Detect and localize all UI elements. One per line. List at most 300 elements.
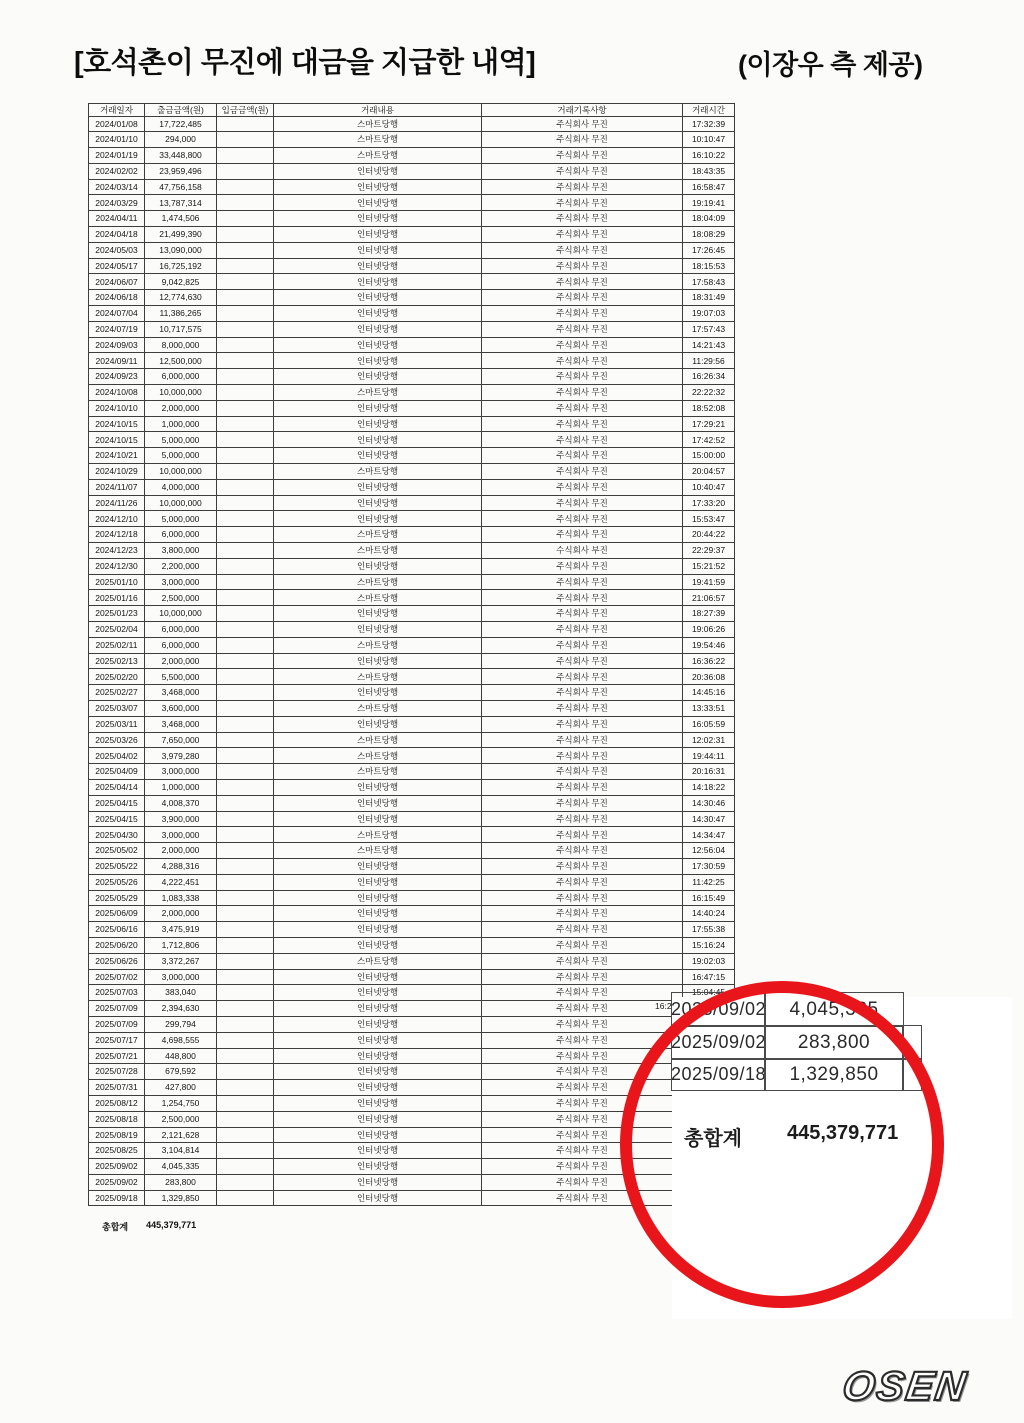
table-cell: 19:02:03 <box>683 953 735 969</box>
table-row <box>89 448 735 464</box>
table-cell: 2025/02/11 <box>89 637 145 653</box>
table-cell: 20:04:57 <box>683 464 735 480</box>
table-cell <box>217 1001 274 1017</box>
table-cell: 15:53:47 <box>683 511 735 527</box>
table-cell: 17,722,485 <box>145 116 217 132</box>
table-row <box>89 385 735 401</box>
table-cell: 2024/05/17 <box>89 258 145 274</box>
inset-cell: 1,329,850 <box>764 1058 904 1091</box>
table-cell: 인터넷당행 <box>274 369 482 385</box>
table-cell <box>217 1127 274 1143</box>
table-cell: 8,000,000 <box>145 337 217 353</box>
table-cell: 주식회사 무진 <box>482 527 683 543</box>
table-cell: 2024/10/29 <box>89 464 145 480</box>
table-cell: 2024/12/18 <box>89 527 145 543</box>
table-cell <box>217 1032 274 1048</box>
table-cell: 2,000,000 <box>145 843 217 859</box>
table-cell: 인터넷당행 <box>274 685 482 701</box>
table-cell: 주식회사 무진 <box>482 653 683 669</box>
table-row <box>89 906 735 922</box>
table-row <box>89 716 735 732</box>
table-cell: 12:02:31 <box>683 732 735 748</box>
table-cell <box>217 227 274 243</box>
table-cell: 2025/01/10 <box>89 574 145 590</box>
table-cell: 2024/09/23 <box>89 369 145 385</box>
table-cell: 2024/02/02 <box>89 163 145 179</box>
table-cell: 15:00:00 <box>683 448 735 464</box>
highlight-circle <box>620 981 944 1308</box>
table-cell <box>217 1016 274 1032</box>
table-cell: 3,800,000 <box>145 543 217 559</box>
table-cell: 주식회사 무진 <box>482 748 683 764</box>
table-cell: 인터넷당행 <box>274 1095 482 1111</box>
table-cell: 21,499,390 <box>145 227 217 243</box>
table-cell: 2025/05/29 <box>89 890 145 906</box>
table-row <box>89 700 735 716</box>
table-cell <box>217 464 274 480</box>
table-header-row <box>89 104 735 117</box>
table-cell: 17:57:43 <box>683 321 735 337</box>
table-cell: 인터넷당행 <box>274 227 482 243</box>
table-cell: 18:31:49 <box>683 290 735 306</box>
table-cell: 5,000,000 <box>145 432 217 448</box>
table-cell: 주식회사 무진 <box>482 511 683 527</box>
table-cell: 주식회사 무진 <box>482 464 683 480</box>
table-cell: 2,394,630 <box>145 1001 217 1017</box>
table-cell <box>217 148 274 164</box>
table-cell: 2025/09/18 <box>89 1190 145 1206</box>
table-cell: 2024/06/18 <box>89 290 145 306</box>
table-cell: 인터넷당행 <box>274 432 482 448</box>
table-cell: 주식회사 무진 <box>482 400 683 416</box>
table-row <box>89 1001 735 1017</box>
table-cell: 주식회사 무진 <box>482 637 683 653</box>
inset-cell: 2025/09/02 <box>671 992 766 1027</box>
table-cell: 주식회사 무진 <box>482 606 683 622</box>
table-cell: 2,200,000 <box>145 558 217 574</box>
table-cell: 2024/04/18 <box>89 227 145 243</box>
table-cell <box>217 195 274 211</box>
table-cell: 인터넷당행 <box>274 622 482 638</box>
table-cell: 2024/05/03 <box>89 242 145 258</box>
table-cell: 12,500,000 <box>145 353 217 369</box>
table-cell: 2024/09/11 <box>89 353 145 369</box>
table-cell: 주식회사 무진 <box>482 827 683 843</box>
table-row <box>89 400 735 416</box>
table-cell: 2025/07/17 <box>89 1032 145 1048</box>
table-cell: 주식회사 무진 <box>482 227 683 243</box>
table-cell <box>217 1080 274 1096</box>
table-cell: 18:27:39 <box>683 606 735 622</box>
table-cell <box>217 369 274 385</box>
table-cell: 21:06:57 <box>683 590 735 606</box>
table-cell: 18:04:09 <box>683 211 735 227</box>
table-cell: 인터넷당행 <box>274 1032 482 1048</box>
table-cell: 스마트당행 <box>274 953 482 969</box>
table-cell: 294,000 <box>145 132 217 148</box>
table-cell: 주식회사 무진 <box>482 242 683 258</box>
table-cell: 인터넷당행 <box>274 290 482 306</box>
table-cell: 10,000,000 <box>145 464 217 480</box>
table-cell: 3,468,000 <box>145 716 217 732</box>
grand-total-value: 445,379,771 <box>146 1220 197 1230</box>
table-cell: 2024/10/08 <box>89 385 145 401</box>
table-cell: 15:16:24 <box>683 937 735 953</box>
table-cell: 4,288,316 <box>145 858 217 874</box>
table-cell: 2025/04/14 <box>89 779 145 795</box>
table-cell <box>217 937 274 953</box>
table-row <box>89 827 735 843</box>
table-cell: 2025/07/03 <box>89 985 145 1001</box>
table-cell: 11:42:25 <box>683 874 735 890</box>
table-row <box>89 179 735 195</box>
table-cell: 16:58:47 <box>683 179 735 195</box>
table-cell: 2024/01/08 <box>89 116 145 132</box>
table-cell: 1,000,000 <box>145 779 217 795</box>
table-cell: 18:15:53 <box>683 258 735 274</box>
table-row <box>89 764 735 780</box>
table-cell: 2,000,000 <box>145 400 217 416</box>
table-cell: 18:52:08 <box>683 400 735 416</box>
table-cell: 2025/07/28 <box>89 1064 145 1080</box>
table-cell: 1,254,750 <box>145 1095 217 1111</box>
table-cell: 주식회사 무진 <box>482 321 683 337</box>
table-cell <box>217 969 274 985</box>
table-cell <box>217 748 274 764</box>
table-row <box>89 669 735 685</box>
table-cell: 12,774,630 <box>145 290 217 306</box>
table-cell <box>217 590 274 606</box>
table-cell: 14:30:46 <box>683 795 735 811</box>
table-row <box>89 132 735 148</box>
table-cell: 6,000,000 <box>145 622 217 638</box>
table-row <box>89 874 735 890</box>
table-cell: 인터넷당행 <box>274 321 482 337</box>
table-cell: 10,717,575 <box>145 321 217 337</box>
table-cell: 주식회사 무진 <box>482 716 683 732</box>
table-cell <box>217 1048 274 1064</box>
table-cell: 2025/06/26 <box>89 953 145 969</box>
table-cell: 스마트당행 <box>274 148 482 164</box>
table-cell: 23,959,496 <box>145 163 217 179</box>
table-cell: 3,475,919 <box>145 922 217 938</box>
table-cell: 17:26:45 <box>683 242 735 258</box>
table-cell <box>217 1095 274 1111</box>
table-cell <box>217 827 274 843</box>
table-cell <box>217 321 274 337</box>
table-cell: 15:21:52 <box>683 558 735 574</box>
table-cell <box>217 385 274 401</box>
transactions-tbody <box>89 116 735 1206</box>
table-cell: 인터넷당행 <box>274 811 482 827</box>
table-cell: 22:22:32 <box>683 385 735 401</box>
table-cell: 11:29:56 <box>683 353 735 369</box>
table-cell: 14:30:47 <box>683 811 735 827</box>
table-row <box>89 337 735 353</box>
table-cell: 10,000,000 <box>145 606 217 622</box>
table-cell: 주식회사 무진 <box>482 1064 683 1080</box>
table-cell: 주식회사 무진 <box>482 495 683 511</box>
table-cell: 14:18:22 <box>683 779 735 795</box>
table-cell <box>217 606 274 622</box>
table-cell: 2025/04/15 <box>89 795 145 811</box>
table-cell <box>217 922 274 938</box>
table-cell: 스마트당행 <box>274 637 482 653</box>
table-cell: 2025/08/12 <box>89 1095 145 1111</box>
table-cell: 13,090,000 <box>145 242 217 258</box>
table-cell: 주식회사 무진 <box>482 811 683 827</box>
table-cell: 20:44:22 <box>683 527 735 543</box>
table-cell: 2025/07/31 <box>89 1080 145 1096</box>
table-cell: 스마트당행 <box>274 527 482 543</box>
table-cell: 2024/10/21 <box>89 448 145 464</box>
table-row <box>89 843 735 859</box>
table-cell: 2024/11/26 <box>89 495 145 511</box>
table-cell: 주식회사 무진 <box>482 732 683 748</box>
table-cell: 19:06:26 <box>683 622 735 638</box>
table-cell: 주식회사 무진 <box>482 795 683 811</box>
table-cell <box>217 795 274 811</box>
table-cell <box>217 132 274 148</box>
table-cell: 인터넷당행 <box>274 211 482 227</box>
table-cell <box>217 400 274 416</box>
table-row <box>89 163 735 179</box>
table-cell: 6,000,000 <box>145 637 217 653</box>
table-cell: 주식회사 무진 <box>482 874 683 890</box>
page-subtitle: (이장우 측 제공) <box>738 50 923 80</box>
table-cell: 13,787,314 <box>145 195 217 211</box>
table-cell: 19:44:11 <box>683 748 735 764</box>
table-cell: 스마트당행 <box>274 543 482 559</box>
table-cell <box>217 116 274 132</box>
table-cell: 2024/01/10 <box>89 132 145 148</box>
table-cell: 1,083,338 <box>145 890 217 906</box>
table-cell <box>217 448 274 464</box>
osen-watermark: OSEN <box>839 1363 971 1409</box>
table-cell: 2025/07/09 <box>89 1016 145 1032</box>
table-cell: 2025/05/22 <box>89 858 145 874</box>
table-cell: 주식회사 무진 <box>482 1127 683 1143</box>
table-cell: 주식회사 무진 <box>482 1190 683 1206</box>
table-cell: 2025/06/20 <box>89 937 145 953</box>
table-cell: 주식회사 무진 <box>482 890 683 906</box>
table-cell: 2025/05/02 <box>89 843 145 859</box>
table-cell: 인터넷당행 <box>274 716 482 732</box>
table-cell: 스마트당행 <box>274 843 482 859</box>
table-cell <box>217 527 274 543</box>
table-cell: 2025/08/18 <box>89 1111 145 1127</box>
table-cell: 2024/06/07 <box>89 274 145 290</box>
table-cell: 3,372,267 <box>145 953 217 969</box>
table-cell: 2024/12/30 <box>89 558 145 574</box>
table-cell <box>217 811 274 827</box>
table-cell <box>217 1111 274 1127</box>
table-cell: 인터넷당행 <box>274 890 482 906</box>
table-cell: 2024/03/14 <box>89 179 145 195</box>
table-cell: 283,800 <box>145 1174 217 1190</box>
table-cell: 스마트당행 <box>274 132 482 148</box>
table-cell: 33,448,800 <box>145 148 217 164</box>
inset-cell: 4,045,335 <box>764 992 904 1027</box>
table-cell: 17:58:43 <box>683 274 735 290</box>
table-cell: 3,979,280 <box>145 748 217 764</box>
table-cell: 4,222,451 <box>145 874 217 890</box>
table-cell <box>217 843 274 859</box>
table-cell: 인터넷당행 <box>274 922 482 938</box>
table-cell: 2025/02/04 <box>89 622 145 638</box>
table-cell: 인터넷당행 <box>274 511 482 527</box>
table-cell: 인터넷당행 <box>274 1080 482 1096</box>
table-cell: 16:36:22 <box>683 653 735 669</box>
table-cell <box>217 574 274 590</box>
table-cell <box>217 858 274 874</box>
table-cell: 주식회사 무진 <box>482 163 683 179</box>
table-row <box>89 795 735 811</box>
table-cell: 인터넷당행 <box>274 606 482 622</box>
table-row <box>89 732 735 748</box>
table-cell: 6,000,000 <box>145 527 217 543</box>
table-cell: 448,800 <box>145 1048 217 1064</box>
table-row <box>89 211 735 227</box>
table-cell: 주식회사 무진 <box>482 116 683 132</box>
table-cell: 16,725,192 <box>145 258 217 274</box>
table-cell: 주식회사 무진 <box>482 353 683 369</box>
table-cell: 인터넷당행 <box>274 258 482 274</box>
table-row <box>89 369 735 385</box>
table-cell <box>217 874 274 890</box>
table-cell: 스마트당행 <box>274 764 482 780</box>
table-cell <box>217 211 274 227</box>
inset-grand-total-label: 총합계 <box>684 1128 742 1150</box>
table-row <box>89 685 735 701</box>
inset-grand-total-value: 445,379,771 <box>786 1122 899 1144</box>
table-row <box>89 890 735 906</box>
table-cell: 383,040 <box>145 985 217 1001</box>
table-cell: 16:15:49 <box>683 890 735 906</box>
table-cell <box>217 685 274 701</box>
table-cell: 2024/01/19 <box>89 148 145 164</box>
table-cell <box>217 179 274 195</box>
table-cell: 19:54:46 <box>683 637 735 653</box>
table-cell: 주식회사 무진 <box>482 590 683 606</box>
table-cell <box>217 274 274 290</box>
table-cell: 주식회사 무진 <box>482 1080 683 1096</box>
table-cell: 2,500,000 <box>145 1111 217 1127</box>
table-cell: 인터넷당행 <box>274 195 482 211</box>
col-header-time: 거래시간 <box>683 104 735 117</box>
table-cell: 인터넷당행 <box>274 163 482 179</box>
table-row <box>89 1016 735 1032</box>
table-cell: 2025/03/07 <box>89 700 145 716</box>
table-cell: 3,000,000 <box>145 969 217 985</box>
table-row <box>89 937 735 953</box>
table-cell: 19:07:03 <box>683 306 735 322</box>
table-cell: 주식회사 무진 <box>482 416 683 432</box>
table-row <box>89 416 735 432</box>
table-cell: 인터넷당행 <box>274 242 482 258</box>
table-cell <box>217 985 274 1001</box>
table-cell: 인터넷당행 <box>274 795 482 811</box>
table-cell: 12:56:04 <box>683 843 735 859</box>
table-cell: 인터넷당행 <box>274 306 482 322</box>
table-cell: 인터넷당행 <box>274 985 482 1001</box>
table-cell <box>217 764 274 780</box>
table-row <box>89 464 735 480</box>
table-cell: 2024/03/29 <box>89 195 145 211</box>
table-cell: 47,756,158 <box>145 179 217 195</box>
table-cell <box>217 290 274 306</box>
table-cell <box>217 669 274 685</box>
table-cell: 1,000,000 <box>145 416 217 432</box>
table-cell: 스마트당행 <box>274 732 482 748</box>
table-cell: 10:10:47 <box>683 132 735 148</box>
table-cell <box>217 637 274 653</box>
table-cell: 주식회사 무진 <box>482 195 683 211</box>
table-cell: 주식회사 무진 <box>482 1001 683 1017</box>
table-cell: 3,000,000 <box>145 764 217 780</box>
table-cell: 17:32:39 <box>683 116 735 132</box>
table-cell: 2024/07/19 <box>89 321 145 337</box>
table-cell: 2024/09/03 <box>89 337 145 353</box>
table-cell: 3,600,000 <box>145 700 217 716</box>
table-cell: 299,794 <box>145 1016 217 1032</box>
table-cell: 2025/04/15 <box>89 811 145 827</box>
table-cell: 18:43:35 <box>683 163 735 179</box>
table-cell <box>217 242 274 258</box>
table-cell: 4,008,370 <box>145 795 217 811</box>
table-cell: 10:40:47 <box>683 479 735 495</box>
table-cell: 13:33:51 <box>683 700 735 716</box>
table-cell <box>217 700 274 716</box>
table-cell <box>217 1174 274 1190</box>
table-cell: 주식회사 무진 <box>482 1174 683 1190</box>
table-cell: 1,474,506 <box>145 211 217 227</box>
table-cell: 인터넷당행 <box>274 479 482 495</box>
table-cell: 주식회사 무진 <box>482 132 683 148</box>
table-cell: 주식회사 무진 <box>482 985 683 1001</box>
table-row <box>89 479 735 495</box>
table-cell <box>217 558 274 574</box>
partial-time-text: 16:2 <box>655 1001 672 1011</box>
table-cell: 15:04:45 <box>683 985 735 1001</box>
table-cell <box>217 906 274 922</box>
table-cell <box>217 622 274 638</box>
table-cell: 주식회사 무진 <box>482 290 683 306</box>
table-cell <box>217 716 274 732</box>
table-cell: 스마트당행 <box>274 574 482 590</box>
table-cell: 3,468,000 <box>145 685 217 701</box>
table-row <box>89 779 735 795</box>
table-cell: 2025/02/13 <box>89 653 145 669</box>
table-cell: 인터넷당행 <box>274 858 482 874</box>
table-cell: 인터넷당행 <box>274 1016 482 1032</box>
table-cell: 주식회사 무진 <box>482 179 683 195</box>
table-cell: 2025/04/30 <box>89 827 145 843</box>
col-header-date: 거래일자 <box>89 104 145 117</box>
table-cell: 4,000,000 <box>145 479 217 495</box>
table-cell: 스마트당행 <box>274 590 482 606</box>
table-cell <box>217 890 274 906</box>
table-cell: 19:41:59 <box>683 574 735 590</box>
table-row <box>89 527 735 543</box>
table-cell: 주식회사 무진 <box>482 369 683 385</box>
table-cell: 인터넷당행 <box>274 1143 482 1159</box>
table-cell: 2025/02/20 <box>89 669 145 685</box>
table-cell: 16:47:15 <box>683 969 735 985</box>
table-cell: 인터넷당행 <box>274 337 482 353</box>
table-cell: 427,800 <box>145 1080 217 1096</box>
table-cell: 1,712,806 <box>145 937 217 953</box>
